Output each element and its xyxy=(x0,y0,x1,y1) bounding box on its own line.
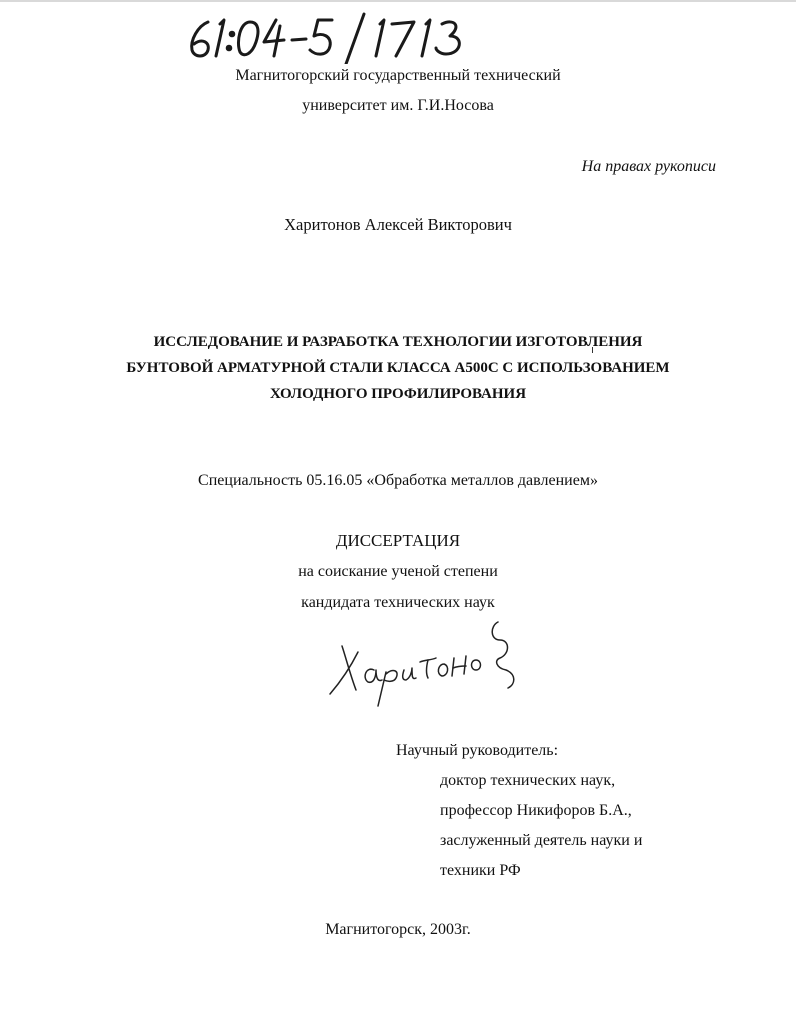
author-signature xyxy=(320,618,520,710)
degree-line-2: кандидата технических наук xyxy=(301,594,495,611)
title-line-2: БУНТОВОЙ АРМАТУРНОЙ СТАЛИ КЛАССА А500С С ИСПОЛЬЗОВАНИЕМ xyxy=(126,360,670,376)
degree-line-1: на соискание ученой степени xyxy=(298,563,498,580)
supervisor-degree: доктор технических наук, xyxy=(440,772,616,789)
supervisor-honor-2: техники РФ xyxy=(440,862,521,879)
title-line-3: ХОЛОДНОГО ПРОФИЛИРОВАНИЯ xyxy=(269,386,527,402)
supervisor-honor-1: заслуженный деятель науки и xyxy=(440,832,643,849)
supervisor-label: Научный руководитель: xyxy=(396,742,559,759)
author-name: Харитонов Алексей Викторович xyxy=(284,215,512,234)
place-and-year: Магнитогорск, 2003г. xyxy=(325,921,471,938)
supervisor-name: профессор Никифоров Б.А., xyxy=(440,802,632,819)
institution-line-1: Магнитогорский государственный технический xyxy=(235,67,561,84)
dissertation-heading: ДИССЕРТАЦИЯ xyxy=(335,531,461,550)
institution-line-2: университет им. Г.И.Носова xyxy=(302,97,494,114)
handwritten-archive-number xyxy=(180,8,510,64)
scan-top-edge xyxy=(0,0,796,2)
title-line-1: ИССЛЕДОВАНИЕ И РАЗРАБОТКА ТЕХНОЛОГИИ ИЗГОТОВЛЕНИЯ xyxy=(153,334,643,350)
specialty-line: Специальность 05.16.05 «Обработка металлов давлением» xyxy=(198,472,598,489)
manuscript-rights-note: На правах рукописи xyxy=(581,158,716,175)
